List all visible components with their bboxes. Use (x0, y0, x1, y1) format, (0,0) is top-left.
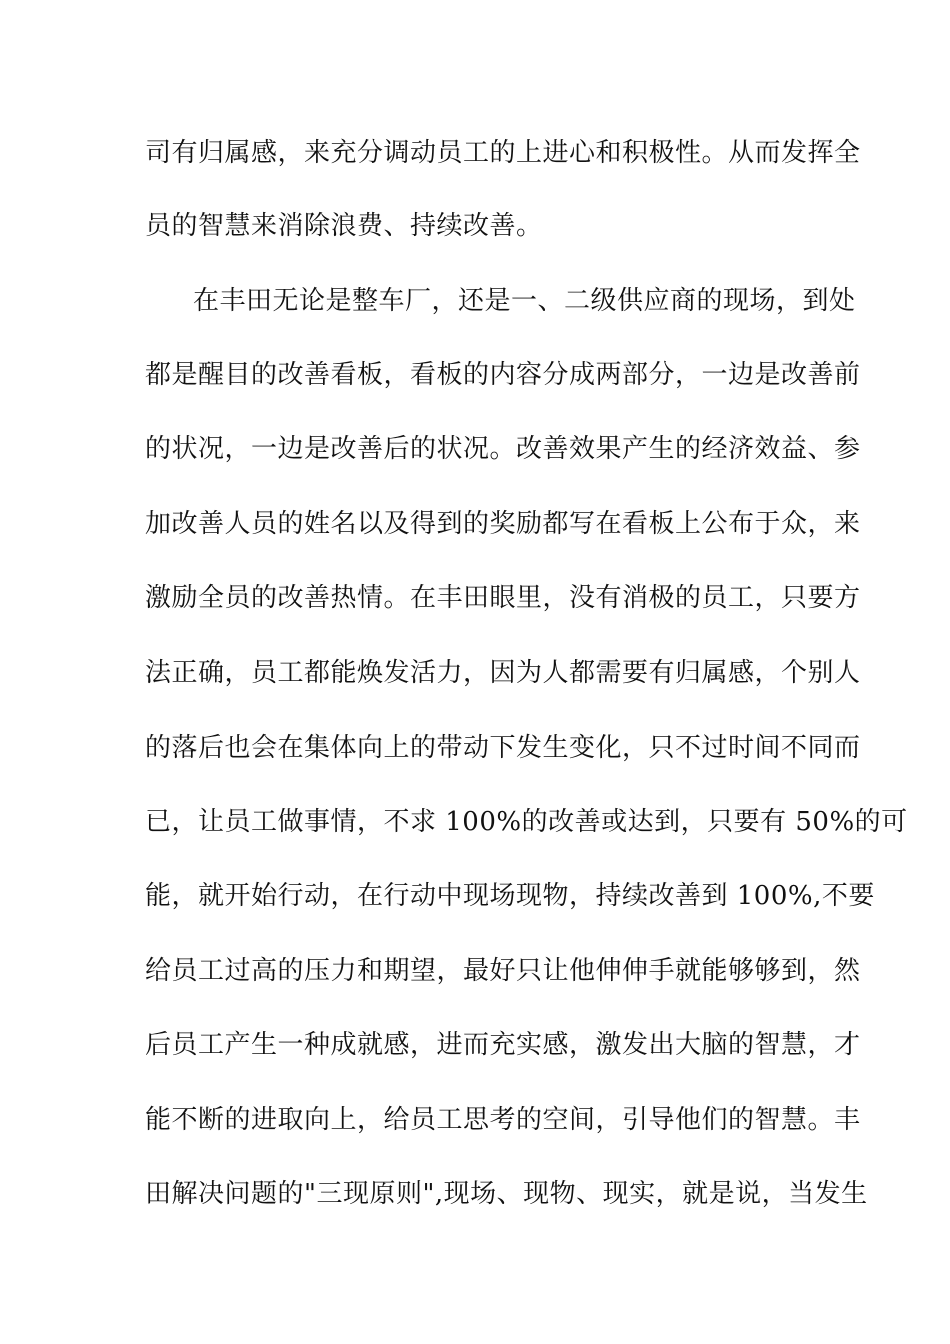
text-line: 法正确，员工都能焕发活力，因为人都需要有归属感，个别人 (145, 658, 861, 688)
text-line: 都是醒目的改善看板，看板的内容分成两部分，一边是改善前 (145, 360, 861, 390)
text-line: 的状况，一边是改善后的状况。改善效果产生的经济效益、参 (145, 434, 861, 464)
text-line: 田解决问题的"三现原则",现场、现物、现实，就是说，当发生 (145, 1179, 868, 1209)
text-line: 员的智慧来消除浪费、持续改善。 (145, 211, 543, 241)
text-line: 能不断的进取向上，给员工思考的空间，引导他们的智慧。丰 (145, 1105, 861, 1135)
paragraph-first-line: 在丰田无论是整车厂，还是一、二级供应商的现场，到处 (193, 286, 856, 316)
text-line: 的落后也会在集体向上的带动下发生变化，只不过时间不同而 (145, 733, 861, 763)
text-line: 加改善人员的姓名以及得到的奖励都写在看板上公布于众，来 (145, 509, 861, 539)
text-line: 激励全员的改善热情。在丰田眼里，没有消极的员工，只要方 (145, 583, 861, 613)
text-line: 能，就开始行动，在行动中现场现物，持续改善到 100%,不要 (145, 881, 875, 911)
text-line: 后员工产生一种成就感，进而充实感，激发出大脑的智慧，才 (145, 1030, 861, 1060)
text-line: 给员工过高的压力和期望，最好只让他伸伸手就能够够到，然 (145, 956, 861, 986)
text-line: 司有归属感，来充分调动员工的上进心和积极性。从而发挥全 (145, 138, 861, 168)
text-line: 已，让员工做事情，不求 100%的改善或达到，只要有 50%的可 (145, 807, 908, 837)
